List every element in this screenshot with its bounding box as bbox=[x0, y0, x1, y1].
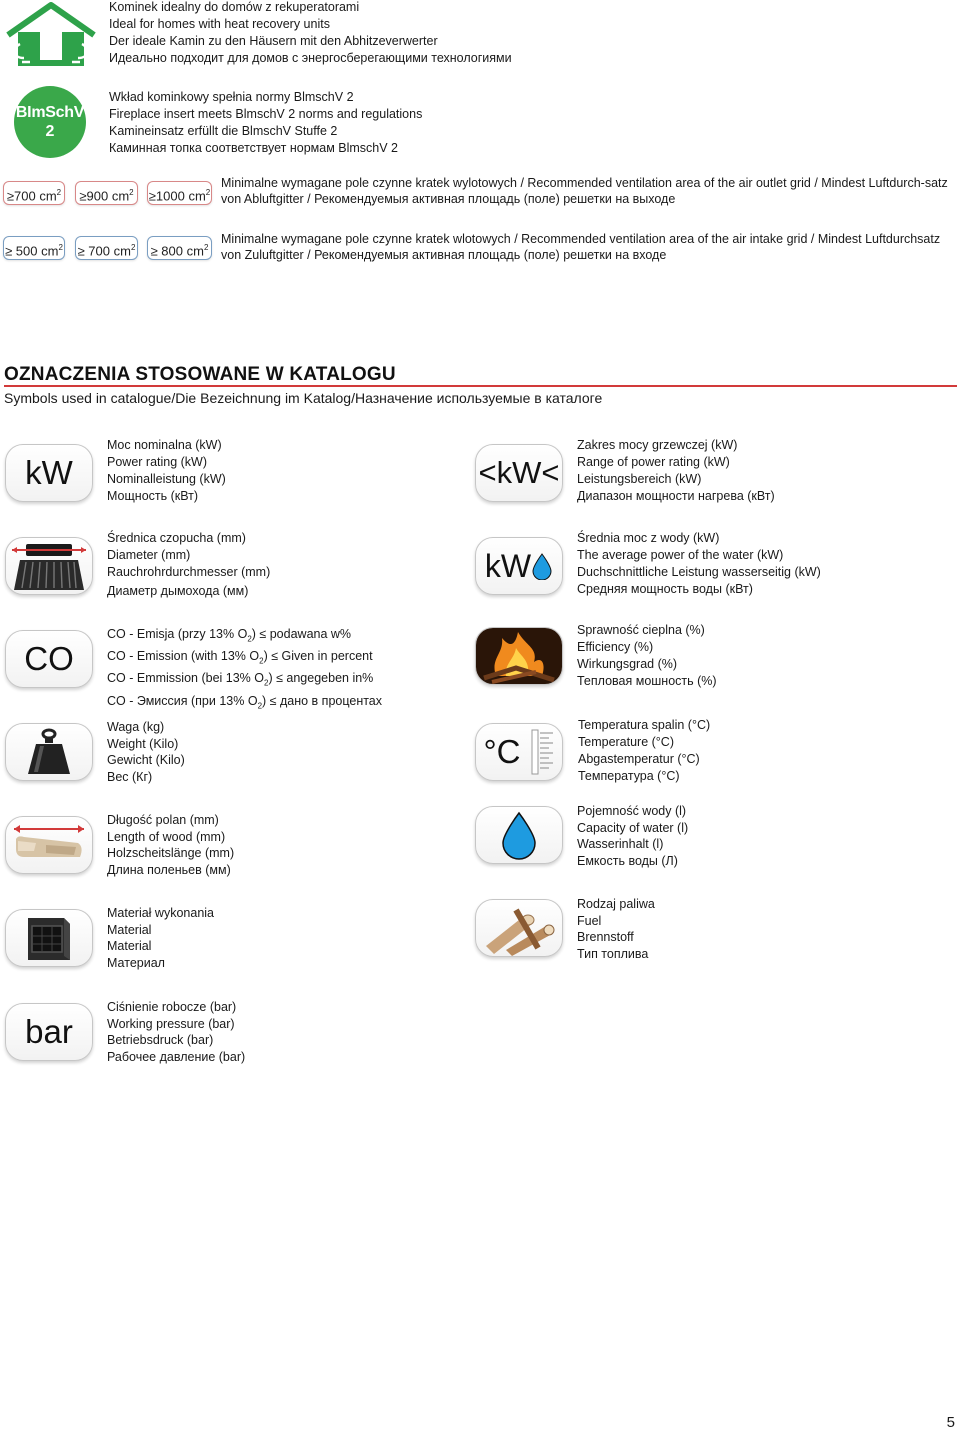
text-line: CO - Emmission (bei 13% $O_2$) ≤ angegeben in% bbox=[107, 671, 374, 688]
text-line: Nominalleistung (kW) bbox=[107, 472, 226, 486]
water-capacity-text bbox=[577, 803, 688, 870]
water-drop-icon bbox=[531, 552, 553, 580]
section-title: OZNACZENIA STOSOWANE W KATALOGU bbox=[4, 364, 396, 385]
working-pressure-icon-label: bar bbox=[25, 1013, 73, 1050]
text-line: Moc nominalna (kW) bbox=[107, 438, 222, 452]
co-emission-icon-label: CO bbox=[24, 640, 74, 677]
outlet-area-badge: ≥700 $cm^2$ bbox=[3, 181, 65, 205]
power-range-icon-label: <kW< bbox=[478, 455, 560, 490]
text-line: Betriebsdruck (bar) bbox=[107, 1033, 214, 1048]
text-line: The average power of the water (kW) bbox=[577, 548, 784, 562]
text-line: Wasserinhalt (l) bbox=[577, 837, 664, 852]
water-capacity-drop-icon bbox=[475, 806, 563, 864]
text-line: Мощность (кВт) bbox=[107, 489, 199, 503]
text-line: Тепловая мошность (%) bbox=[577, 674, 717, 688]
power-rating-text bbox=[107, 437, 226, 505]
text-line: CO - Emisja (przy 13% $O_2$) ≤ podawana w% bbox=[107, 627, 352, 644]
blmschv-text bbox=[109, 89, 422, 157]
flue-diameter-icon bbox=[5, 537, 93, 595]
text-line: Waga (kg) bbox=[107, 720, 165, 734]
text-line: Holzscheitslänge (mm) bbox=[107, 846, 235, 861]
text-line: Wirkungsgrad (%) bbox=[577, 657, 678, 671]
text-line: Диапазон мощности нагрева (кВт) bbox=[577, 489, 775, 503]
efficiency-fire-icon bbox=[475, 627, 563, 685]
text-line: Efficiency (%) bbox=[577, 640, 654, 654]
text-line: Pojemność wody (l) bbox=[577, 804, 687, 818]
text-line: Емкость воды (Л) bbox=[577, 854, 678, 869]
wood-length-icon bbox=[5, 816, 93, 874]
text-line: Temperature (°C) bbox=[578, 735, 674, 749]
blmschv-line-en: Fireplace insert meets BlmschV 2 norms and regulations bbox=[109, 107, 423, 121]
text-line: Working pressure (bar) bbox=[107, 1016, 235, 1031]
text-line: Range of power rating (kW) bbox=[577, 455, 730, 469]
flue-temperature-icon-label: °C bbox=[483, 733, 521, 770]
co-emission-icon bbox=[5, 630, 93, 688]
text-line: Material bbox=[107, 939, 152, 954]
text-line: Length of wood (mm) bbox=[107, 829, 226, 844]
text-line: Długość polan (mm) bbox=[107, 813, 219, 827]
text-line: Длина поленьев (мм) bbox=[107, 863, 231, 878]
text-line: Ciśnienie robocze (bar) bbox=[107, 1000, 237, 1014]
thermometer-scale-icon bbox=[529, 728, 555, 776]
text-line: Power rating (kW) bbox=[107, 455, 208, 469]
text-line: Вес (Кг) bbox=[107, 770, 153, 785]
blmschv-badge-title: BImSchV bbox=[15, 104, 85, 121]
text-line: Średnica czopucha (mm) bbox=[107, 531, 246, 545]
outlet-area-badge: ≥900 $cm^2$ bbox=[75, 181, 138, 205]
material-text bbox=[107, 905, 214, 972]
heat-recovery-house-icon bbox=[4, 2, 98, 68]
blmschv-badge-stage: 2 bbox=[45, 123, 55, 140]
blmschv-line-de: Kamineinsatz erfüllt die BlmschV Stuffe 2 bbox=[109, 124, 338, 138]
weight-text bbox=[107, 719, 185, 786]
blmschv-line-pl: Wkład kominkowy spełnia normy BlmschV 2 bbox=[109, 90, 354, 104]
fuel-text bbox=[577, 896, 655, 963]
text-line: Диаметр дымохода (мм) bbox=[107, 584, 249, 598]
text-line: Средняя мощность воды (кВт) bbox=[577, 582, 753, 596]
heat-recovery-line-ru: Идеально подходит для домов с энергосберегающими технологиями bbox=[109, 51, 512, 65]
text-line: Материал bbox=[107, 956, 165, 971]
power-rating-icon-label: kW bbox=[25, 454, 73, 491]
water-power-text bbox=[577, 530, 821, 598]
text-line: CO - Эмиссия (при 13% $O_2$) ≤ дано в процентах bbox=[107, 693, 383, 711]
section-subtitle: Symbols used in catalogue/Die Bezeichnung im Katalog/Назначение используемые в каталоге bbox=[4, 390, 603, 406]
efficiency-text bbox=[577, 622, 717, 690]
text-line: Zakres mocy grzewczej (kW) bbox=[577, 438, 738, 452]
weight-icon bbox=[5, 723, 93, 781]
fuel-wood-icon bbox=[475, 899, 563, 957]
power-range-icon bbox=[475, 444, 563, 502]
text-line: CO - Emission (with 13% $O_2$) ≤ Given in percent bbox=[107, 649, 373, 666]
co-emission-text bbox=[107, 626, 382, 715]
water-power-icon bbox=[475, 537, 563, 595]
heat-recovery-line-de: Der ideale Kamin zu den Häusern mit den Abhitzeverwerter bbox=[109, 34, 438, 48]
text-line: Materiał wykonania bbox=[107, 906, 214, 920]
text-line: Температура (°C) bbox=[578, 769, 680, 783]
text-line: Rodzaj paliwa bbox=[577, 897, 655, 911]
water-power-icon-label: kW bbox=[484, 547, 532, 584]
working-pressure-icon bbox=[5, 1003, 93, 1061]
text-line: Duchschnittliche Leistung wasserseitig (kW) bbox=[577, 565, 821, 579]
flue-temperature-text bbox=[578, 717, 710, 785]
intake-ventilation-text: Minimalne wymagane pole czynne kratek wlotowych / Recommended ventilation area of the air intake grid / Mindest Luftdurchsatz von Zuluftgitter / Рекомендуемыя активная площадь (поле) решетки на входе bbox=[221, 232, 941, 262]
text-line: Weight (Kilo) bbox=[107, 736, 179, 751]
flue-diameter-text bbox=[107, 530, 270, 600]
heat-recovery-text bbox=[109, 0, 512, 67]
text-line: Diameter (mm) bbox=[107, 548, 191, 562]
heat-recovery-line-pl: Kominek idealny do domów z rekuperatorami bbox=[109, 0, 360, 14]
text-line: Capacity of water (l) bbox=[577, 820, 689, 835]
material-icon bbox=[5, 909, 93, 967]
power-range-text bbox=[577, 437, 775, 505]
text-line: Leistungsbereich (kW) bbox=[577, 472, 702, 486]
text-line: Sprawność cieplna (%) bbox=[577, 623, 705, 637]
outlet-ventilation-text: Minimalne wymagane pole czynne kratek wylotowych / Recommended ventilation area of the air outlet grid / Mindest Luftdurch-satz von Abluftgitter / Рекомендуемыя активная площадь (поле) решетки на выходе bbox=[221, 176, 948, 206]
intake-area-badge: ≥ 800 $cm^2$ bbox=[147, 236, 212, 260]
heat-recovery-line-en: Ideal for homes with heat recovery units bbox=[109, 17, 330, 31]
blmschv-badge-icon bbox=[14, 86, 86, 158]
text-line: Rauchrohrdurchmesser (mm) bbox=[107, 565, 271, 579]
text-line: Тип топлива bbox=[577, 947, 649, 962]
outlet-area-badge: ≥1000 $cm^2$ bbox=[147, 181, 212, 205]
text-line: Material bbox=[107, 922, 152, 937]
text-line: Fuel bbox=[577, 913, 602, 928]
working-pressure-text bbox=[107, 999, 245, 1066]
section-divider bbox=[4, 385, 957, 387]
text-line: Gewicht (Kilo) bbox=[107, 753, 185, 768]
intake-area-badge: ≥ 500 $cm^2$ bbox=[3, 236, 65, 260]
flue-temperature-icon bbox=[475, 723, 563, 781]
text-line: Abgastemperatur (°C) bbox=[578, 752, 700, 766]
text-line: Średnia moc z wody (kW) bbox=[577, 531, 720, 545]
text-line: Рабочее давление (bar) bbox=[107, 1050, 246, 1065]
intake-area-badge: ≥ 700 $cm^2$ bbox=[75, 236, 138, 260]
text-line: Temperatura spalin (°C) bbox=[578, 718, 711, 732]
page-number: 5 bbox=[946, 1414, 955, 1431]
power-rating-icon bbox=[5, 444, 93, 502]
wood-length-text bbox=[107, 812, 234, 879]
text-line: Brennstoff bbox=[577, 930, 634, 945]
blmschv-line-ru: Каминная топка соответствует нормам BlmschV 2 bbox=[109, 141, 398, 155]
